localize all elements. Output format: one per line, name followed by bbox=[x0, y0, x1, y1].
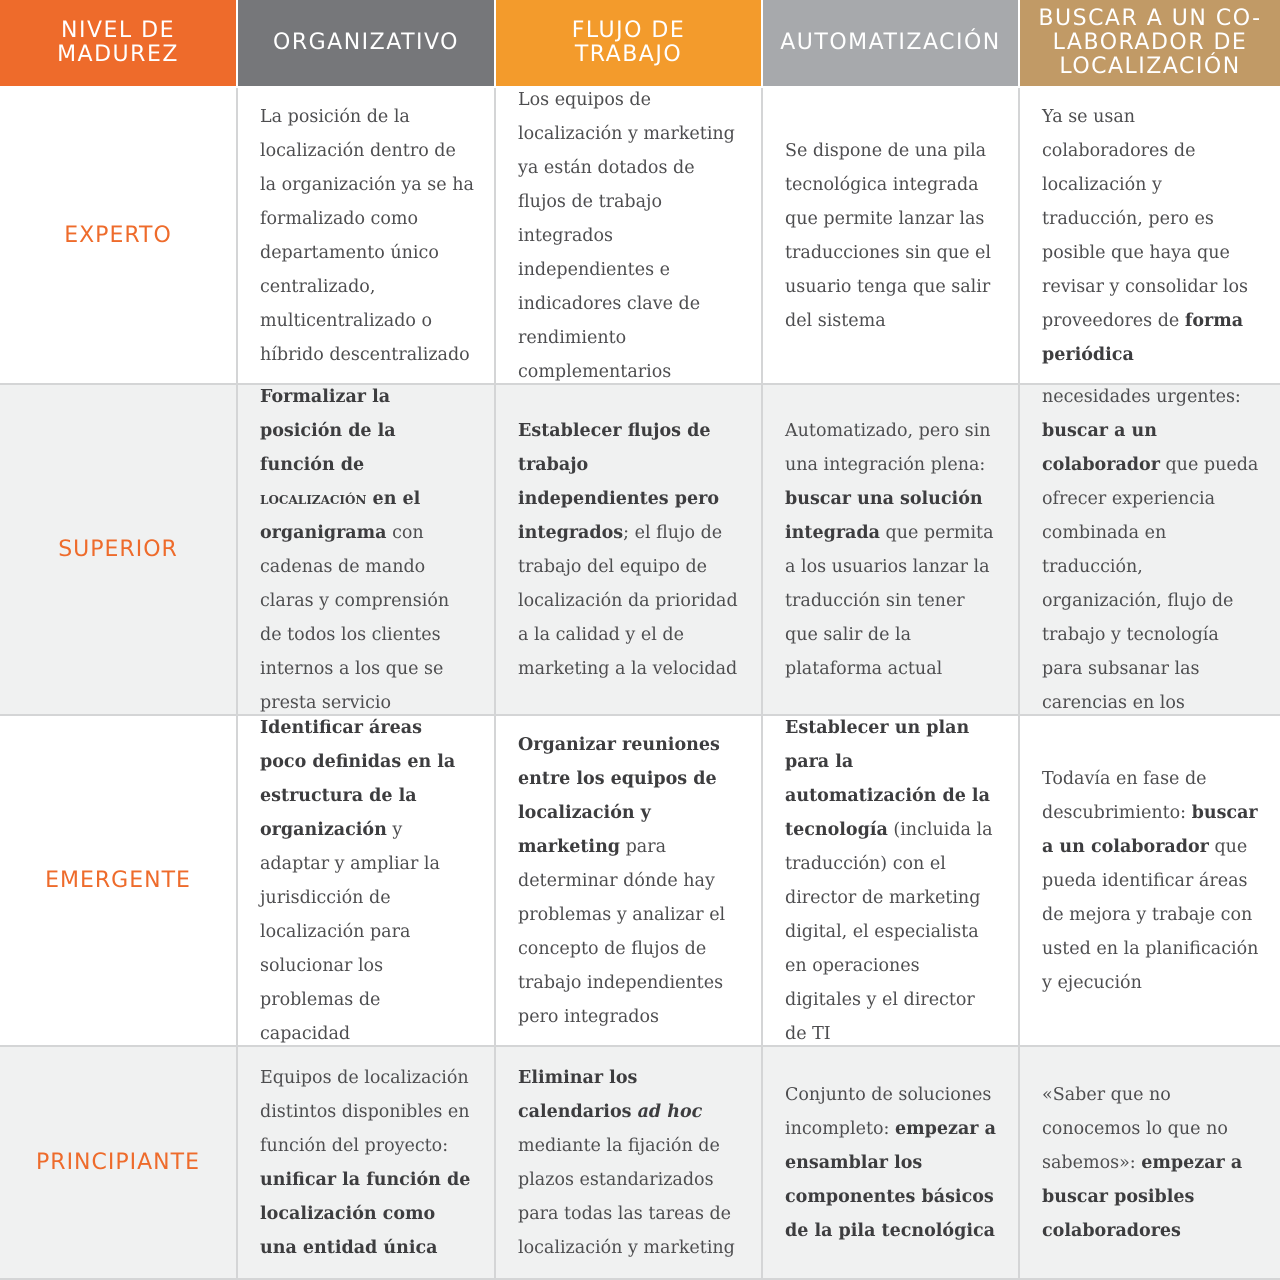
emphasis-text: empezar a buscar posibles colaboradores bbox=[1042, 1152, 1243, 1241]
cell-automatizacion bbox=[763, 716, 1020, 1047]
level-label: EMERGENTE bbox=[0, 716, 238, 1047]
emphasis-text: Establecer un plan para la automatización de la tecnología bbox=[785, 717, 990, 840]
cell-colaborador bbox=[1020, 716, 1280, 1047]
cell-text: Todavía en fase de descubrimiento: buscar a un colaborador que pueda identificar áreas de mejora y trabaje con usted en la planificación y ejecución bbox=[1042, 768, 1259, 993]
cell-text: Se dispone de una pila tecnológica integrada que permite lanzar las traducciones sin que el usuario tenga que salir del sistema bbox=[785, 140, 991, 331]
emphasis-text: buscar una solución integrada bbox=[785, 488, 983, 543]
emphasis-text: empezar a ensamblar los componentes básicos de la pila tecnológica bbox=[785, 1118, 996, 1241]
cell-colaborador bbox=[1020, 385, 1280, 716]
cell-text: «Saber que no conocemos lo que no sabemos»: empezar a buscar posibles colaboradores bbox=[1042, 1084, 1243, 1241]
emphasis-text: Establecer flujos de trabajo independientes pero integrados bbox=[518, 420, 720, 543]
cell-automatizacion bbox=[763, 385, 1020, 716]
header-automatizacion: AUTOMATIZACIÓN bbox=[763, 0, 1020, 88]
emphasis-text: unificar la función de localización como una entidad única bbox=[260, 1169, 471, 1258]
cell-text: Organizar reuniones entre los equipos de localización y marketing para determinar dónde hay problemas y analizar el concepto de flujos de trabajo independientes pero integrados bbox=[518, 734, 726, 1027]
cell-colaborador bbox=[1020, 1047, 1280, 1280]
cell-text: Establecer un plan para la automatización de la tecnología (incluida la traducción) con el director de marketing digital, el especialista en operaciones digitales y el director de TI bbox=[785, 717, 993, 1044]
cell-automatizacion bbox=[763, 1047, 1020, 1280]
emphasis-text: buscar a un colaborador bbox=[1042, 802, 1258, 857]
cell-automatizacion bbox=[763, 88, 1020, 385]
cell-flujo-de-trabajo bbox=[496, 1047, 763, 1280]
header-organizativo: ORGANIZATIVO bbox=[238, 0, 496, 88]
cell-organizativo bbox=[238, 88, 496, 385]
emphasis-text: Organizar reuniones entre los equipos de localización y marketing bbox=[518, 734, 720, 857]
emphasis-text: Formalizar la posición de la función de bbox=[260, 386, 396, 475]
emphasis-text: Eliminar los calendarios bbox=[518, 1067, 638, 1122]
cell-text: Formalizar la posición de la función de localización en el organigrama con cadenas de mando claras y comprensión de todos los clientes internos a los que se presta servicio bbox=[260, 386, 450, 713]
cell-text: Equipos de localización distintos disponibles en función del proyecto: unificar la función de localización como una entidad única bbox=[260, 1067, 471, 1258]
emphasis-text: Identificar áreas poco definidas en la estructura de la organización bbox=[260, 717, 456, 840]
header-nivel-de-madurez: NIVEL DE MADUREZ bbox=[0, 0, 238, 88]
level-label: PRINCIPIANTE bbox=[0, 1047, 238, 1280]
cell-organizativo bbox=[238, 1047, 496, 1280]
cell-text: Identificar áreas poco definidas en la estructura de la organización y adaptar y ampliar la jurisdicción de localización para solucionar los problemas de capacidad bbox=[260, 717, 456, 1044]
emphasis-text: ad hoc bbox=[637, 1101, 703, 1122]
emphasis-text: forma periódica bbox=[1042, 310, 1244, 365]
cell-text: Eliminar los calendarios ad hoc mediante la fijación de plazos estandarizados para todas las tareas de localización y marketing bbox=[518, 1067, 735, 1258]
header-flujo-de-trabajo: FLUJO DE TRABAJO bbox=[496, 0, 763, 88]
cell-text: Establecer flujos de trabajo independientes pero integrados; el flujo de trabajo del equipo de localización da prioridad a la calidad y el de marketing a la velocidad bbox=[518, 420, 738, 679]
level-label: SUPERIOR bbox=[0, 385, 238, 716]
header-buscar-colaborador: BUSCAR A UN CO- LABORADOR DE LOCALIZACIÓN bbox=[1020, 0, 1280, 88]
cell-colaborador bbox=[1020, 88, 1280, 385]
cell-text: Conjunto de soluciones incompleto: empezar a ensamblar los componentes básicos de la pila tecnológica bbox=[785, 1084, 996, 1241]
cell-flujo-de-trabajo bbox=[496, 385, 763, 716]
cell-flujo-de-trabajo bbox=[496, 716, 763, 1047]
cell-text: Automatizado, pero sin una integración plena: buscar una solución integrada que permita a los usuarios lanzar la traducción sin tener que salir de la plataforma actual bbox=[785, 420, 994, 679]
level-label: EXPERTO bbox=[0, 88, 238, 385]
emphasis-text: localización bbox=[260, 488, 367, 509]
emphasis-text: en el organigrama bbox=[260, 488, 421, 543]
cell-organizativo bbox=[238, 716, 496, 1047]
cell-organizativo bbox=[238, 385, 496, 716]
cell-text: Los equipos de localización y marketing ya están dotados de flujos de trabajo integrados independientes e indicadores clave de rendimiento complementarios bbox=[518, 89, 735, 382]
cell-text: Ya se usan colaboradores de localización y traducción, pero es posible que haya que revisar y consolidar los proveedores de forma periódica bbox=[1042, 106, 1248, 365]
cell-text: La posición de la localización dentro de la organización ya se ha formalizado como departamento único centralizado, multicentralizado o híbrido descentralizado bbox=[260, 106, 474, 365]
cell-text: necesidades urgentes: buscar a un colaborador que pueda ofrecer experiencia combinada en traducción, organización, flujo de trabajo y tecnología para subsanar las carencias en los bbox=[1042, 386, 1259, 713]
cell-flujo-de-trabajo bbox=[496, 88, 763, 385]
emphasis-text: buscar a un colaborador bbox=[1042, 420, 1160, 475]
